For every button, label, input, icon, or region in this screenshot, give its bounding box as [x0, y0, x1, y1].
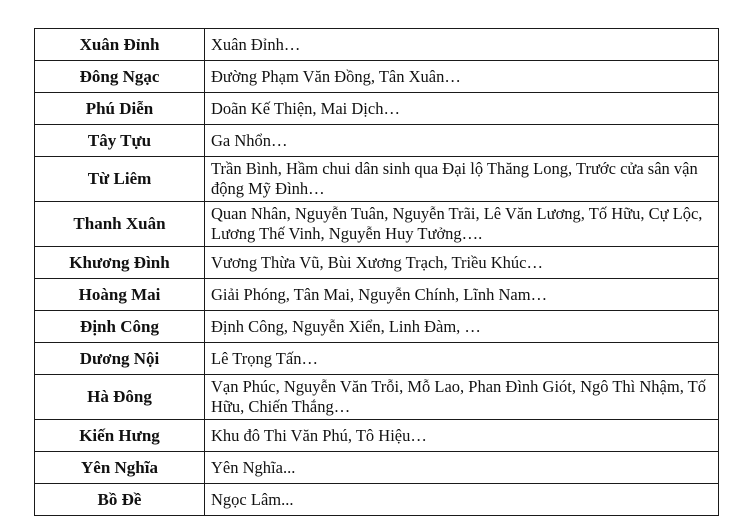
roads-cell: Định Công, Nguyễn Xiển, Linh Đàm, … — [205, 311, 719, 343]
table-row — [35, 61, 719, 93]
area-name-cell: Định Công — [35, 311, 205, 343]
roads-cell: Vương Thừa Vũ, Bùi Xương Trạch, Triều Khúc… — [205, 247, 719, 279]
area-name-cell: Từ Liêm — [35, 157, 205, 202]
area-name-cell: Bồ Đề — [35, 484, 205, 516]
area-name-cell: Thanh Xuân — [35, 202, 205, 247]
table-row — [35, 343, 719, 375]
roads-cell: Doãn Kế Thiện, Mai Dịch… — [205, 93, 719, 125]
table-row — [35, 157, 719, 202]
roads-cell: Giải Phóng, Tân Mai, Nguyễn Chính, Lĩnh Nam… — [205, 279, 719, 311]
table-row — [35, 29, 719, 61]
table-row — [35, 93, 719, 125]
area-name-cell: Phú Diễn — [35, 93, 205, 125]
table-row — [35, 311, 719, 343]
roads-cell: Xuân Đỉnh… — [205, 29, 719, 61]
table-row — [35, 484, 719, 516]
area-name-cell: Yên Nghĩa — [35, 452, 205, 484]
roads-cell: Quan Nhân, Nguyễn Tuân, Nguyễn Trãi, Lê Văn Lương, Tố Hữu, Cự Lộc, Lương Thế Vinh, Nguyễn Huy Tưởng…. — [205, 202, 719, 247]
flood-locations-table — [34, 28, 719, 516]
area-name-cell: Tây Tựu — [35, 125, 205, 157]
roads-cell: Ga Nhổn… — [205, 125, 719, 157]
roads-cell: Yên Nghĩa... — [205, 452, 719, 484]
roads-cell: Lê Trọng Tấn… — [205, 343, 719, 375]
roads-cell: Khu đô Thi Văn Phú, Tô Hiệu… — [205, 420, 719, 452]
table-row — [35, 125, 719, 157]
area-name-cell: Xuân Đỉnh — [35, 29, 205, 61]
area-name-cell: Đông Ngạc — [35, 61, 205, 93]
area-name-cell: Dương Nội — [35, 343, 205, 375]
roads-cell: Vạn Phúc, Nguyễn Văn Trỗi, Mỗ Lao, Phan Đình Giót, Ngô Thì Nhậm, Tố Hữu, Chiến Thắng… — [205, 375, 719, 420]
area-name-cell: Kiến Hưng — [35, 420, 205, 452]
roads-cell: Trần Bình, Hầm chui dân sinh qua Đại lộ Thăng Long, Trước cửa sân vận động Mỹ Đình… — [205, 157, 719, 202]
table-row — [35, 452, 719, 484]
roads-cell: Ngọc Lâm... — [205, 484, 719, 516]
roads-cell: Đường Phạm Văn Đồng, Tân Xuân… — [205, 61, 719, 93]
table-row — [35, 420, 719, 452]
area-name-cell: Hà Đông — [35, 375, 205, 420]
area-name-cell: Khương Đình — [35, 247, 205, 279]
table-row — [35, 279, 719, 311]
table-row — [35, 202, 719, 247]
area-name-cell: Hoàng Mai — [35, 279, 205, 311]
table-row — [35, 247, 719, 279]
table-row — [35, 375, 719, 420]
